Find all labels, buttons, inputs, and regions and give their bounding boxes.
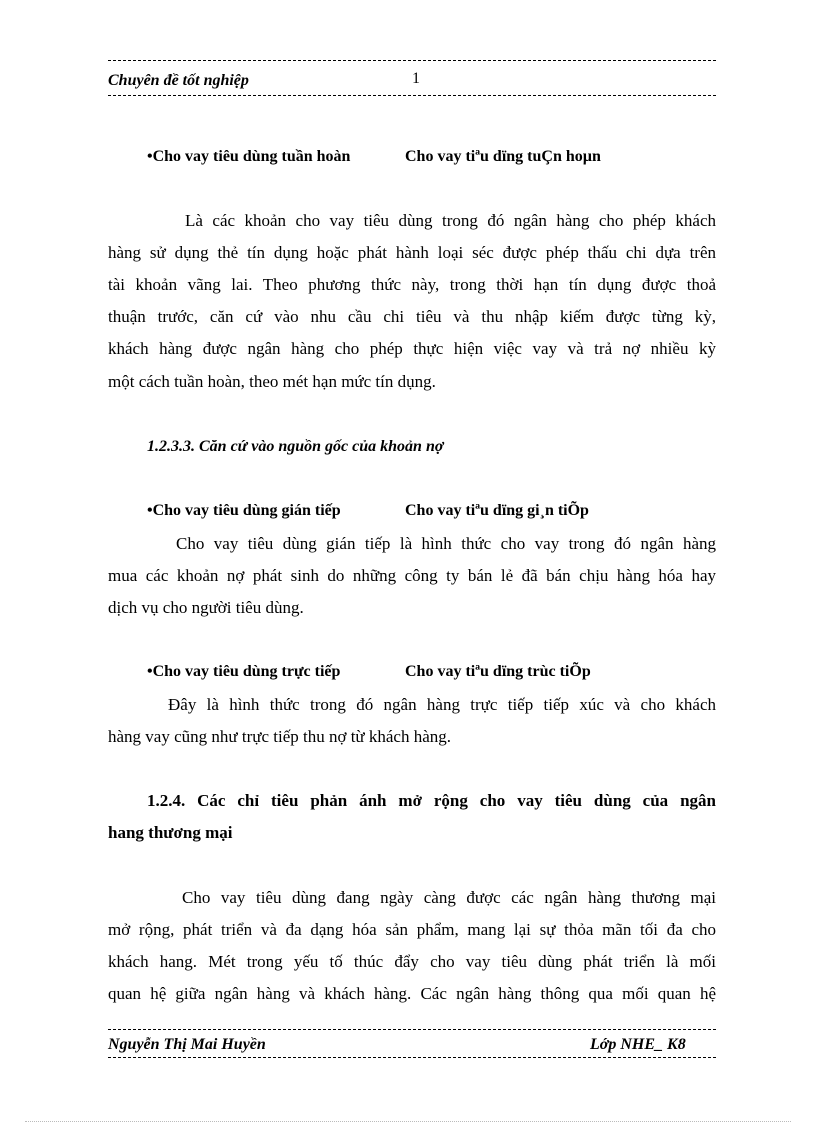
bullet-label: •Cho vay tiêu dùng tuần hoàn	[147, 148, 351, 165]
bullet-heading-direct	[147, 663, 707, 683]
page-number: 1	[412, 70, 420, 87]
paragraph-line: hàng sử dụng thẻ tín dụng hoặc phát hành loại séc được phép thấu chi dựa trên	[108, 243, 716, 262]
paragraph-line: một cách tuần hoàn, theo mét hạn mức tín dụng.	[108, 372, 436, 391]
header-title: Chuyên đề tốt nghiệp	[108, 72, 249, 89]
footer-author: Nguyễn Thị Mai Huyền	[108, 1036, 266, 1053]
paragraph-line: mở rộng, phát triển và đa dạng hóa sản phẩm, mang lại sự thỏa mãn tối đa cho	[108, 920, 716, 939]
paragraph-line: thuận trước, căn cứ vào nhu cầu chi tiêu và thu nhập kiếm được từng kỳ,	[108, 307, 716, 326]
subheading-1-2-3-3: 1.2.3.3. Căn cứ vào nguồn gốc của khoản nợ	[147, 438, 444, 455]
paragraph-line: quan hệ giữa ngân hàng và khách hàng. Các ngân hàng thông qua mối quan hệ	[108, 984, 716, 1003]
paragraph-line: hàng vay cũng như trực tiếp thu nợ từ khách hàng.	[108, 727, 452, 746]
paragraph-line: dịch vụ cho người tiêu dùng.	[108, 598, 304, 617]
bullet-garbled-label: Cho vay tiªu dïng tuÇn hoµn	[405, 148, 601, 165]
paragraph-line: khách hang. Mét trong yếu tố thúc đẩy cho vay tiêu dùng phát triển là mối	[108, 952, 716, 971]
paragraph-line: Là các khoản cho vay tiêu dùng trong đó ngân hàng cho phép khách	[185, 211, 716, 230]
bullet-label: •Cho vay tiêu dùng trực tiếp	[147, 663, 341, 680]
paragraph-line: khách hàng được ngân hàng cho phép thực hiện việc vay và trả nợ nhiều kỳ	[108, 339, 716, 358]
page-edge-rule	[25, 1121, 791, 1122]
bullet-garbled-label: Cho vay tiªu dïng trùc tiÕp	[405, 663, 591, 680]
footer-bottom-rule	[108, 1057, 716, 1058]
paragraph-line: Cho vay tiêu dùng đang ngày càng được các ngân hàng thương mại	[182, 888, 716, 907]
footer-top-rule	[108, 1029, 716, 1030]
paragraph-line: Đây là hình thức trong đó ngân hàng trực tiếp tiếp xúc và cho khách	[168, 695, 716, 714]
bullet-heading-indirect	[147, 502, 707, 522]
heading-line: 1.2.4. Các chỉ tiêu phản ánh mở rộng cho vay tiêu dùng của ngân	[147, 791, 716, 810]
paragraph-line: mua các khoản nợ phát sinh do những công ty bán lẻ đã bán chịu hàng hóa hay	[108, 566, 716, 585]
bullet-heading-revolving	[147, 148, 707, 168]
bullet-label: •Cho vay tiêu dùng gián tiếp	[147, 502, 341, 519]
paragraph-line: tài khoản vãng lai. Theo phương thức này, trong thời hạn tín dụng được thoả	[108, 275, 716, 294]
heading-line: hang thương mại	[108, 823, 233, 842]
bullet-garbled-label: Cho vay tiªu dïng gi¸n tiÕp	[405, 502, 589, 519]
header-top-rule	[108, 60, 716, 61]
footer-class: Lớp NHE_ K8	[590, 1036, 686, 1053]
paragraph-line: Cho vay tiêu dùng gián tiếp là hình thức cho vay trong đó ngân hàng	[176, 534, 716, 553]
header-bottom-rule	[108, 95, 716, 96]
